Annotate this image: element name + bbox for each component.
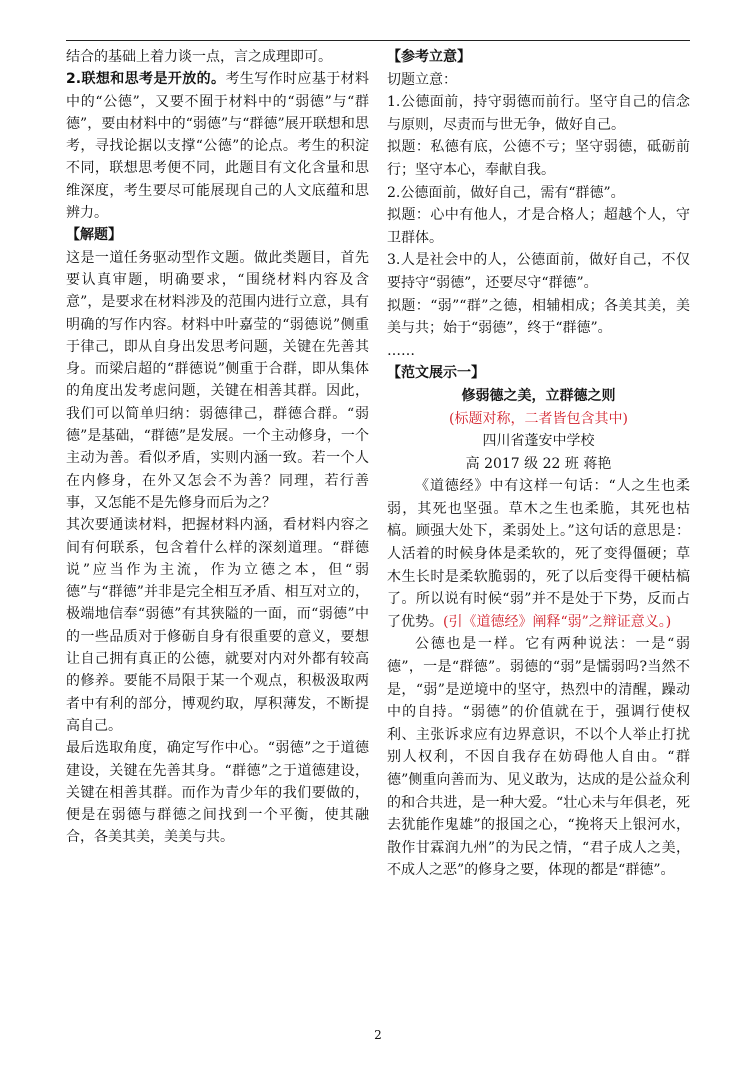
paragraph: 拟题：心中有他人，才是合格人；超越个人，守卫群体。: [387, 207, 690, 246]
paragraph: 最后选取角度，确定写作中心。“弱德”之于道德建设，关键在先善其身。“群德”之于道德建设，关键在相善其群。而作为青少年的我们要做的，便是在弱德与群德之间找到一个平衡，使其融合，各美其美，美美与共。: [66, 740, 369, 846]
title-note: (标题对称，二者皆包含其中): [449, 410, 628, 427]
essay-title: 修弱德之美，立群德之则: [461, 387, 616, 404]
section-heading-fanwen: 【范文展示一】: [387, 365, 485, 382]
paragraph: 这是一道任务驱动型作文题。做此类题目，首先要认真审题，明确要求，“围绕材料内容及含意”，是要求在材料涉及的范围内进行立意，具有明确的写作内容。材料中叶嘉莹的“弱德说”侧重于律己，即从自身出发思考问题，关键在先善其身。而梁启超的“群德说”侧重于合群，即从集体的角度出发考虑问题，关键在相善其群。因此，我们可以简单归纳：弱德律己，群德合群。“弱德”是基础，“群德”是发展。一个主动修身，一个主动为善。看似矛盾，实则内涵一致。若一个人在内修身，在外又怎会不为善？同理，若行善事，又怎能不是先修身而后为之？: [66, 249, 369, 511]
paragraph-text: 考生写作时应基于材料中的“公德”，又要不囿于材料中的“弱德”与“群德”，要由材料中的“弱德”与“群德”展开联想和思考，寻找论据以支撑“公德”的论点。考生的积淀不同，联想思考便不同，此题目有文化含量和思维深度，考生要尽可能展现自己的人文底蕴和思辨力。: [66, 71, 370, 222]
section-heading-jieti: 【解题】: [66, 227, 122, 244]
author-line: 高 2017 级 22 班 蒋艳: [465, 455, 612, 472]
paragraph: 1.公德面前，持守弱德而前行。坚守自己的信念与原则，尽责而与世无争，做好自己。: [387, 94, 690, 133]
section-heading-liyi: 【参考立意】: [387, 49, 471, 65]
paragraph: [66, 68, 369, 224]
paragraph: 结合的基础上着力谈一点，言之成理即可。: [66, 49, 332, 65]
paragraph: 其次要通读材料，把握材料内涵，看材料内容之间有何联系，包含着什么样的深刻道理。“群德说”应当作为主流，作为立德之本，但“弱德”与“群德”并非是完全相互矛盾、相互对立的，极端地信奉“弱德”有其狭隘的一面，而“弱德”中的一些品质对于修砺自身有很重要的意义，要想让自己拥有真正的公德，就要对内对外都有较高的修养。要能不局限于某一个观点，积极汲取两者中有利的部分，博观约取，厚积薄发，不断提高自己。: [66, 517, 369, 734]
left-column: [66, 46, 369, 849]
paragraph: 拟题：私德有底，公德不亏；坚守弱德，砥砺前行；坚守本心，奉献自我。: [387, 139, 690, 178]
page-number: 2: [374, 1028, 382, 1042]
essay-text: 《道德经》中有这样一句话：“人之生也柔弱，其死也坚强。草木之生也柔脆，其死也枯槁。顾强大处下，柔弱处上。”这句话的意思是：人活着的时候身体是柔软的，死了变得僵硬；草木生长时是柔软脆弱的，死了以后变得干硬枯槁了。所以说有时候“弱”并不是处于下势，反而占了优势。: [387, 478, 690, 630]
subheading-qieti: 切题立意：: [387, 71, 457, 88]
paragraph: 3.人是社会中的人，公德面前，做好自己，不仅要持守“弱德”，还要尽守“群德”。: [387, 252, 690, 291]
header-rule: [66, 40, 690, 41]
paragraph: 2.公德面前，做好自己，需有“群德”。: [387, 184, 625, 201]
paragraph: 拟题：“弱”“群”之德，相辅相成；各美其美，美美与共；始于“弱德”，终于“群德”。: [387, 297, 690, 337]
school-name: 四川省蓬安中学校: [482, 433, 595, 450]
essay-paragraph: [387, 475, 690, 633]
ellipsis: ……: [387, 342, 415, 359]
annotation-note: (引《道德经》阐释“弱”之辩证意义。): [443, 613, 672, 630]
bold-lead: 2.联想和思考是开放的。: [66, 71, 226, 88]
right-column: [387, 46, 690, 882]
essay-paragraph: 公德也是一样。它有两种说法：一是“弱德”，一是“群德”。弱德的“弱”是懦弱吗?当然不是，“弱”是逆境中的坚守，热烈中的清醒，躁动中的自持。“弱德”的价值就在于，强调行使权利、主张诉求应有边界意识，不以个人举止打扰别人权利，不因自我存在妨碍他人自由。“群德”侧重向善而为、见义敢为，达成的是公益众利的和合共进，是一种大爱。“壮心未与年俱老，死去犹能作鬼雄”的报国之心，“挽将天上银河水，散作甘霖润九州”的为民之情，“君子成人之美，不成人之恶”的修身之要，体现的都是“群德”。: [387, 636, 690, 879]
